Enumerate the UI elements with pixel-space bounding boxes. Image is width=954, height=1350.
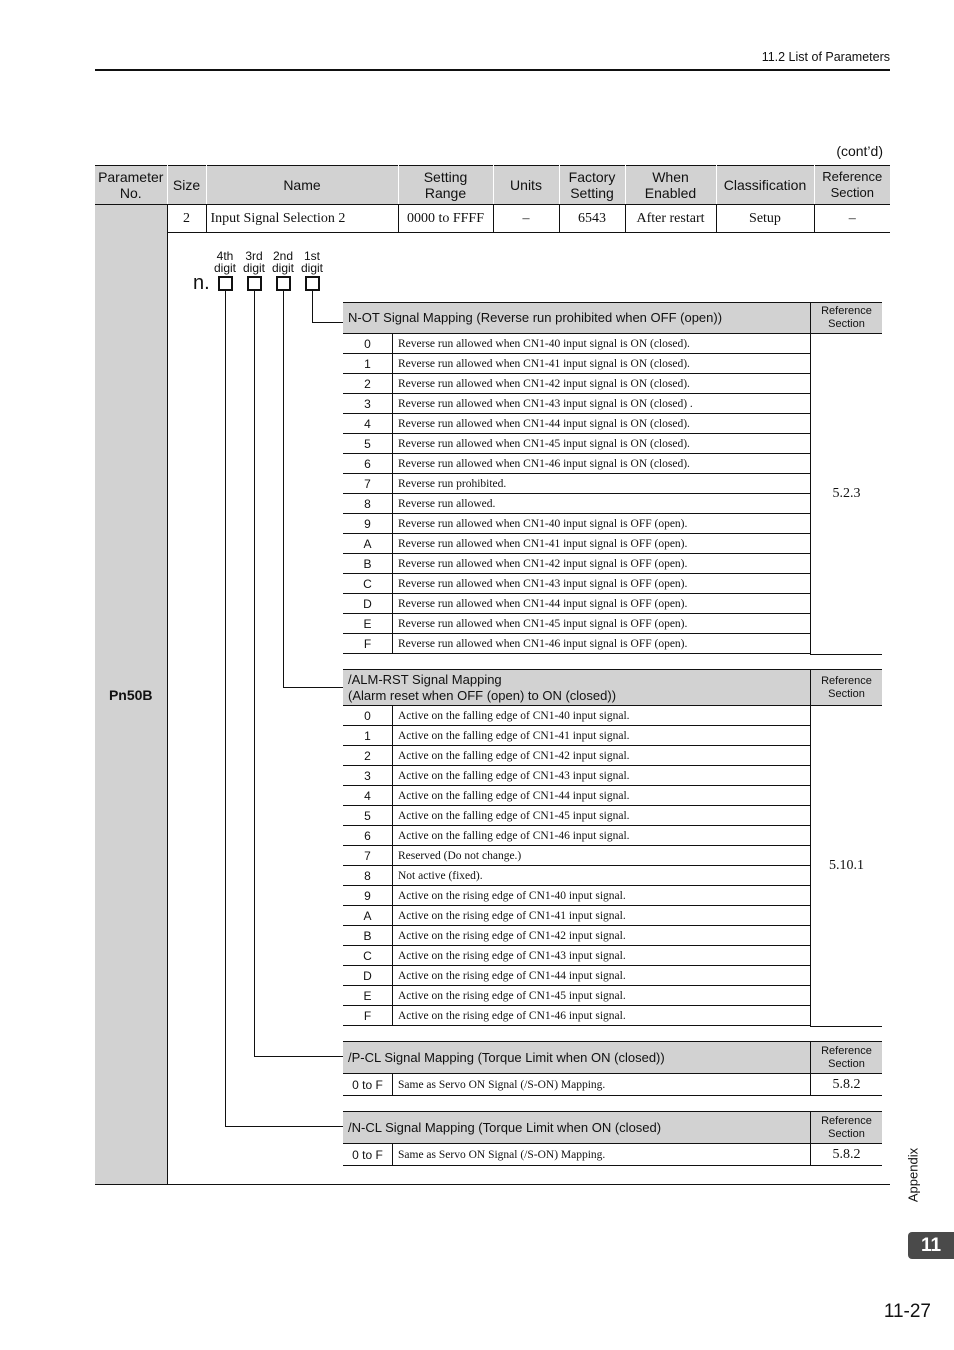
- option-code: 5: [343, 434, 393, 454]
- table-row: [343, 574, 810, 594]
- not-reference-value: 5.2.3: [810, 334, 882, 655]
- digit-prefix: n.: [193, 272, 210, 294]
- option-description: Reverse run allowed.: [393, 494, 811, 514]
- option-code: B: [343, 926, 393, 946]
- option-description: Reverse run allowed when CN1-41 input signal is OFF (open).: [393, 534, 811, 554]
- table-row: [343, 374, 810, 394]
- name-cell: Input Signal Selection 2: [206, 205, 398, 233]
- table-row: [343, 394, 810, 414]
- table-row: [343, 1006, 810, 1026]
- option-code: E: [343, 986, 393, 1006]
- table-header-row: [95, 166, 890, 205]
- option-code: 9: [343, 514, 393, 534]
- option-description: Reverse run allowed when CN1-44 input signal is OFF (open).: [393, 594, 811, 614]
- option-description: Active on the rising edge of CN1-41 input signal.: [393, 906, 811, 926]
- col-header-parameter-no: Parameter No.: [95, 166, 167, 205]
- ncl-mapping-table: [343, 1144, 810, 1166]
- col-header-reference-section: Reference Section: [814, 166, 890, 205]
- chapter-tab: 11: [908, 1232, 954, 1259]
- digit-box-1st: [305, 276, 320, 291]
- option-code: B: [343, 554, 393, 574]
- running-header: 11.2 List of Parameters: [761, 50, 890, 64]
- table-row: [343, 866, 810, 886]
- option-description: Reverse run allowed when CN1-42 input signal is ON (closed).: [393, 374, 811, 394]
- table-row: [343, 886, 810, 906]
- almrst-reference-header: Reference Section: [810, 669, 882, 706]
- option-code: 4: [343, 414, 393, 434]
- option-code: D: [343, 966, 393, 986]
- table-row: [343, 474, 810, 494]
- option-code: F: [343, 634, 393, 654]
- option-code: 6: [343, 454, 393, 474]
- option-code: 0 to F: [343, 1144, 393, 1166]
- digit-box-4th: [218, 276, 233, 291]
- connector-1st-vertical: [312, 291, 313, 322]
- col-header-setting-range: Setting Range: [398, 166, 493, 205]
- connector-4th-vertical: [225, 291, 226, 1127]
- ncl-reference-value: 5.8.2: [810, 1144, 882, 1166]
- setting-range-cell: 0000 to FFFF: [398, 205, 493, 233]
- option-description: Active on the falling edge of CN1-40 input signal.: [393, 706, 811, 726]
- table-row: [343, 906, 810, 926]
- table-row: [343, 1144, 810, 1166]
- connector-2nd-horizontal: [283, 687, 343, 688]
- option-description: Active on the falling edge of CN1-45 input signal.: [393, 806, 811, 826]
- table-row: [343, 454, 810, 474]
- appendix-side-label: Appendix: [905, 1147, 921, 1203]
- option-description: Same as Servo ON Signal (/S-ON) Mapping.: [393, 1074, 811, 1096]
- option-description: Active on the falling edge of CN1-46 input signal.: [393, 826, 811, 846]
- factory-setting-cell: 6543: [559, 205, 625, 233]
- not-reference-header: Reference Section: [810, 302, 882, 334]
- option-code: 8: [343, 494, 393, 514]
- units-cell: –: [493, 205, 559, 233]
- col-header-name: Name: [206, 166, 398, 205]
- option-description: Active on the rising edge of CN1-46 input signal.: [393, 1006, 811, 1026]
- connector-4th-horizontal: [225, 1126, 343, 1127]
- table-row: [343, 926, 810, 946]
- table-row: [343, 434, 810, 454]
- col-header-units: Units: [493, 166, 559, 205]
- option-code: 6: [343, 826, 393, 846]
- col-header-when-enabled: When Enabled: [625, 166, 716, 205]
- table-row: [343, 514, 810, 534]
- table-row: [343, 726, 810, 746]
- pcl-mapping-title: /P-CL Signal Mapping (Torque Limit when ON (closed)): [343, 1041, 810, 1074]
- option-code: 0: [343, 334, 393, 354]
- digit-label-2nd: 2nd digit: [271, 249, 294, 275]
- option-description: Active on the rising edge of CN1-45 input signal.: [393, 986, 811, 1006]
- option-code: A: [343, 534, 393, 554]
- option-description: Active on the falling edge of CN1-43 input signal.: [393, 766, 811, 786]
- classification-cell: Setup: [716, 205, 814, 233]
- option-description: Reverse run allowed when CN1-43 input signal is OFF (open).: [393, 574, 811, 594]
- digit-label-3rd: 3rd digit: [242, 249, 265, 275]
- table-row: [343, 334, 810, 354]
- table-row: [343, 826, 810, 846]
- option-description: Active on the rising edge of CN1-40 input signal.: [393, 886, 811, 906]
- option-description: Same as Servo ON Signal (/S-ON) Mapping.: [393, 1144, 811, 1166]
- table-row: [343, 766, 810, 786]
- page-number: 11-27: [883, 1301, 931, 1322]
- table-row: [343, 554, 810, 574]
- table-row: [343, 946, 810, 966]
- option-description: Reserved (Do not change.): [393, 846, 811, 866]
- option-code: 2: [343, 746, 393, 766]
- option-code: 3: [343, 766, 393, 786]
- option-code: F: [343, 1006, 393, 1026]
- option-description: Reverse run allowed when CN1-46 input signal is ON (closed).: [393, 454, 811, 474]
- option-description: Reverse run allowed when CN1-45 input signal is OFF (open).: [393, 614, 811, 634]
- option-description: Reverse run allowed when CN1-40 input signal is ON (closed).: [393, 334, 811, 354]
- option-code: 0 to F: [343, 1074, 393, 1096]
- size-cell: 2: [167, 205, 206, 233]
- option-description: Active on the rising edge of CN1-43 input signal.: [393, 946, 811, 966]
- pcl-reference-header: Reference Section: [810, 1041, 882, 1074]
- header-rule: [95, 69, 890, 71]
- table-row: [95, 205, 890, 233]
- table-row: [343, 494, 810, 514]
- ncl-mapping-title: /N-CL Signal Mapping (Torque Limit when ON (closed): [343, 1111, 810, 1144]
- almrst-mapping-table: [343, 706, 810, 1026]
- col-header-size: Size: [167, 166, 206, 205]
- option-code: C: [343, 946, 393, 966]
- option-code: A: [343, 906, 393, 926]
- table-row: [343, 806, 810, 826]
- option-description: Reverse run allowed when CN1-45 input signal is ON (closed).: [393, 434, 811, 454]
- option-code: 0: [343, 706, 393, 726]
- pcl-reference-value: 5.8.2: [810, 1074, 882, 1096]
- table-row: [343, 414, 810, 434]
- table-row: [343, 966, 810, 986]
- option-code: 1: [343, 726, 393, 746]
- connector-3rd-horizontal: [254, 1056, 343, 1057]
- option-description: Active on the falling edge of CN1-44 input signal.: [393, 786, 811, 806]
- ncl-reference-header: Reference Section: [810, 1111, 882, 1144]
- connector-2nd-vertical: [283, 291, 284, 688]
- option-code: 9: [343, 886, 393, 906]
- option-code: 5: [343, 806, 393, 826]
- table-row: [343, 846, 810, 866]
- table-row: [343, 1074, 810, 1096]
- table-row: [343, 534, 810, 554]
- option-description: Active on the rising edge of CN1-42 input signal.: [393, 926, 811, 946]
- reference-section-cell: –: [814, 205, 890, 233]
- connector-1st-horizontal: [312, 322, 343, 323]
- not-mapping-title: N-OT Signal Mapping (Reverse run prohibited when OFF (open)): [343, 302, 810, 334]
- option-description: Reverse run allowed when CN1-41 input signal is ON (closed).: [393, 354, 811, 374]
- table-row: [343, 746, 810, 766]
- table-row: [343, 614, 810, 634]
- option-code: 2: [343, 374, 393, 394]
- not-mapping-table: [343, 334, 810, 654]
- almrst-mapping-title: /ALM-RST Signal Mapping (Alarm reset when OFF (open) to ON (closed)): [343, 669, 810, 706]
- table-row: [343, 786, 810, 806]
- option-description: Reverse run allowed when CN1-46 input signal is OFF (open).: [393, 634, 811, 654]
- pcl-mapping-table: [343, 1074, 810, 1096]
- option-code: 1: [343, 354, 393, 374]
- param-no-cell: Pn50B: [95, 205, 167, 1185]
- option-description: Reverse run prohibited.: [393, 474, 811, 494]
- option-code: E: [343, 614, 393, 634]
- table-row: [343, 634, 810, 654]
- continued-label: (cont’d): [836, 143, 883, 159]
- col-header-factory-setting: Factory Setting: [559, 166, 625, 205]
- option-code: 3: [343, 394, 393, 414]
- almrst-reference-value: 5.10.1: [810, 706, 882, 1027]
- option-description: Active on the rising edge of CN1-44 input signal.: [393, 966, 811, 986]
- option-description: Reverse run allowed when CN1-42 input signal is OFF (open).: [393, 554, 811, 574]
- option-code: 7: [343, 846, 393, 866]
- digit-box-2nd: [276, 276, 291, 291]
- option-description: Active on the falling edge of CN1-42 input signal.: [393, 746, 811, 766]
- option-description: Active on the falling edge of CN1-41 input signal.: [393, 726, 811, 746]
- table-row: [343, 986, 810, 1006]
- option-code: C: [343, 574, 393, 594]
- table-row: [343, 706, 810, 726]
- digit-label-1st: 1st digit: [300, 249, 323, 275]
- col-header-classification: Classification: [716, 166, 814, 205]
- option-code: D: [343, 594, 393, 614]
- option-description: Reverse run allowed when CN1-44 input signal is ON (closed).: [393, 414, 811, 434]
- connector-3rd-vertical: [254, 291, 255, 1057]
- table-row: [343, 354, 810, 374]
- digit-box-3rd: [247, 276, 262, 291]
- table-row: [343, 594, 810, 614]
- option-description: Reverse run allowed when CN1-43 input signal is ON (closed) .: [393, 394, 811, 414]
- option-code: 4: [343, 786, 393, 806]
- option-description: Reverse run allowed when CN1-40 input signal is OFF (open).: [393, 514, 811, 534]
- option-description: Not active (fixed).: [393, 866, 811, 886]
- option-code: 7: [343, 474, 393, 494]
- option-code: 8: [343, 866, 393, 886]
- digit-label-4th: 4th digit: [213, 249, 236, 275]
- when-enabled-cell: After restart: [625, 205, 716, 233]
